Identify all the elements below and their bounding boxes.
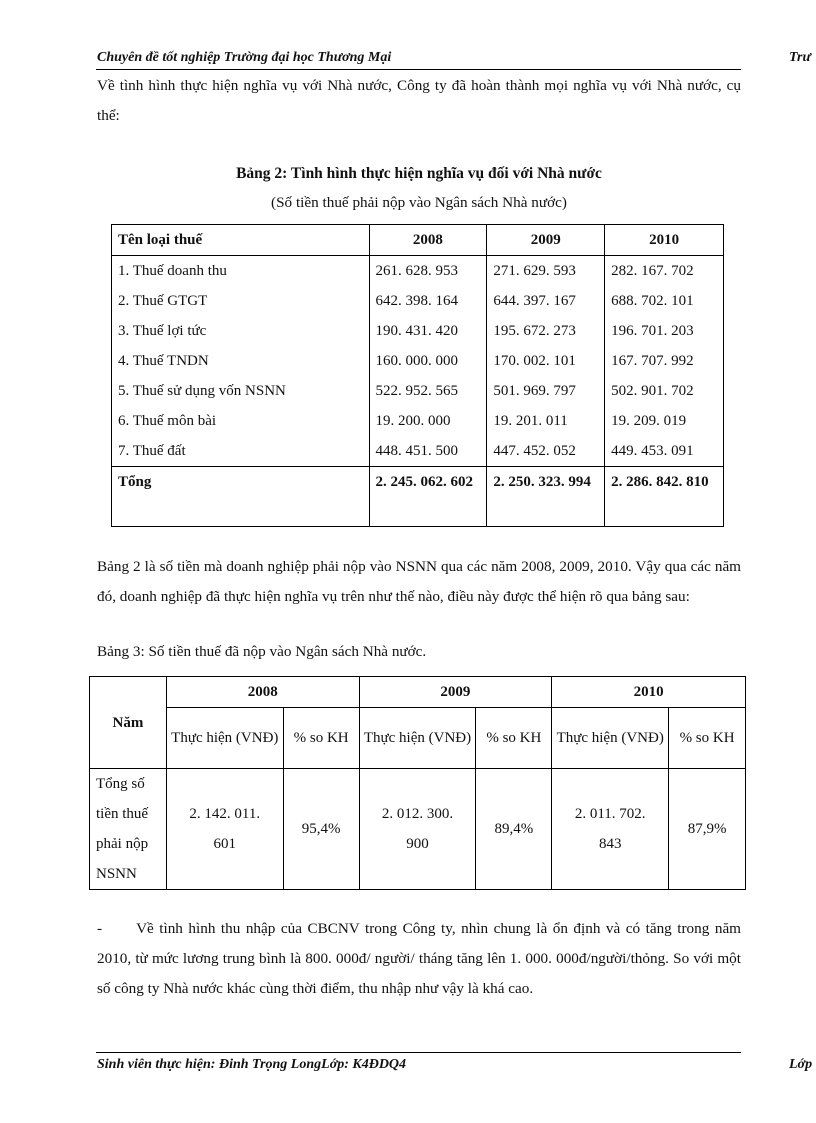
sub-header-pct: % so KH — [283, 708, 359, 769]
table-cell: 19. 209. 019 — [605, 406, 724, 436]
table-row — [112, 436, 724, 467]
sub-header-pct: % so KH — [669, 708, 746, 769]
column-header: Tên loại thuế — [112, 225, 370, 256]
table-cell: 6. Thuế môn bài — [112, 406, 370, 436]
table-header-row — [112, 225, 724, 256]
tax-obligation-table — [111, 224, 724, 527]
pct-value: 95,4% — [283, 769, 359, 890]
table-cell: 4. Thuế TNDN — [112, 346, 370, 376]
footer-rule — [96, 1052, 741, 1053]
running-header-right: Trư — [789, 50, 811, 65]
table3-caption: Bảng 3: Số tiền thuế đã nộp vào Ngân sách Nhà nước. — [97, 643, 427, 660]
table-cell: 196. 701. 203 — [605, 316, 724, 346]
intro-paragraph: Về tình hình thực hiện nghĩa vụ với Nhà nước, Công ty đã hoàn thành mọi nghĩa vụ với Nhà nước, cụ thể: — [97, 77, 741, 124]
year-header: 2008 — [166, 677, 359, 708]
header-rule — [96, 69, 741, 70]
column-header: 2008 — [369, 225, 487, 256]
table-cell: 501. 969. 797 — [487, 376, 605, 406]
sub-header-pct: % so KH — [476, 708, 552, 769]
table-cell: 261. 628. 953 — [369, 256, 487, 287]
actual-value-text: 2. 012. 300. 900 — [381, 806, 454, 852]
table-row — [112, 406, 724, 436]
table-cell: 19. 201. 011 — [487, 406, 605, 436]
row-header: Năm — [90, 677, 167, 769]
total-value: 2. 245. 062. 602 — [369, 467, 487, 527]
tax-paid-table — [89, 676, 746, 890]
table-cell: 7. Thuế đất — [112, 436, 370, 467]
table2-explanation: Bảng 2 là số tiền mà doanh nghiệp phải nộp vào NSNN qua các năm 2008, 2009, 2010. Vậy qua các năm đó, doanh nghiệp đã thực hiện nghĩa vụ trên như thế nào, điều này được thể hiện rõ qua bảng sau: — [97, 558, 741, 605]
sub-header-actual: Thực hiện (VNĐ) — [359, 708, 476, 769]
column-header: 2010 — [605, 225, 724, 256]
table-cell: 502. 901. 702 — [605, 376, 724, 406]
sub-header-actual: Thực hiện (VNĐ) — [552, 708, 669, 769]
running-footer-right: Lớp — [789, 1057, 813, 1072]
running-header: Chuyên đề tốt nghiệp Trường đại học Thương Mại — [97, 50, 392, 65]
table-cell: 2. Thuế GTGT — [112, 286, 370, 316]
table-cell: 644. 397. 167 — [487, 286, 605, 316]
table-cell: 449. 453. 091 — [605, 436, 724, 467]
bullet-dash: - — [97, 920, 103, 937]
sub-header-actual: Thực hiện (VNĐ) — [166, 708, 283, 769]
pct-value: 87,9% — [669, 769, 746, 890]
table2-title: Bảng 2: Tình hình thực hiện nghĩa vụ đối với Nhà nước — [236, 165, 602, 182]
table-cell: 167. 707. 992 — [605, 346, 724, 376]
total-row — [112, 467, 724, 527]
total-value: 2. 286. 842. 810 — [605, 467, 724, 527]
actual-value-text: 2. 142. 011. 601 — [189, 806, 261, 852]
table-cell: 522. 952. 565 — [369, 376, 487, 406]
table-cell: 271. 629. 593 — [487, 256, 605, 287]
column-header: 2009 — [487, 225, 605, 256]
table-cell: 447. 452. 052 — [487, 436, 605, 467]
year-header: 2009 — [359, 677, 552, 708]
table-row — [112, 256, 724, 287]
actual-value — [552, 769, 669, 890]
table-cell: 3. Thuế lợi tức — [112, 316, 370, 346]
year-header: 2010 — [552, 677, 746, 708]
table2-subtitle: (Số tiền thuế phải nộp vào Ngân sách Nhà nước) — [271, 194, 567, 211]
income-text: Về tình hình thu nhập của CBCNV trong Công ty, nhìn chung là ổn định và có tăng trong năm 2010, từ mức lương trung bình là 800. 000đ/ người/ tháng tăng lên 1. 000. 000đ/người/thỏng. So với một số công ty Nhà nước khác cùng thời điểm, thu nhập như vậy là khá cao. — [97, 920, 741, 997]
table-cell: 5. Thuế sử dụng vốn NSNN — [112, 376, 370, 406]
actual-value — [359, 769, 476, 890]
row-label: Tổng số tiền thuế phải nộp NSNN — [90, 769, 167, 890]
table-cell: 448. 451. 500 — [369, 436, 487, 467]
table-row — [112, 376, 724, 406]
table-cell: 688. 702. 101 — [605, 286, 724, 316]
pct-value: 89,4% — [476, 769, 552, 890]
table-row — [112, 316, 724, 346]
table-cell: 1. Thuế doanh thu — [112, 256, 370, 287]
table-cell: 195. 672. 273 — [487, 316, 605, 346]
table-cell: 282. 167. 702 — [605, 256, 724, 287]
total-label: Tổng — [112, 467, 370, 527]
table-cell: 160. 000. 000 — [369, 346, 487, 376]
table-cell: 642. 398. 164 — [369, 286, 487, 316]
table-row — [112, 286, 724, 316]
table-cell: 190. 431. 420 — [369, 316, 487, 346]
table-row — [112, 346, 724, 376]
running-footer: Sinh viên thực hiện: Đinh Trọng LongLớp: K4ĐDQ4 — [97, 1057, 407, 1072]
actual-value-text: 2. 011. 702. 843 — [574, 806, 646, 852]
total-value: 2. 250. 323. 994 — [487, 467, 605, 527]
actual-value — [166, 769, 283, 890]
table-cell: 19. 200. 000 — [369, 406, 487, 436]
table-cell: 170. 002. 101 — [487, 346, 605, 376]
income-paragraph — [97, 914, 741, 1004]
table-row — [90, 769, 746, 890]
